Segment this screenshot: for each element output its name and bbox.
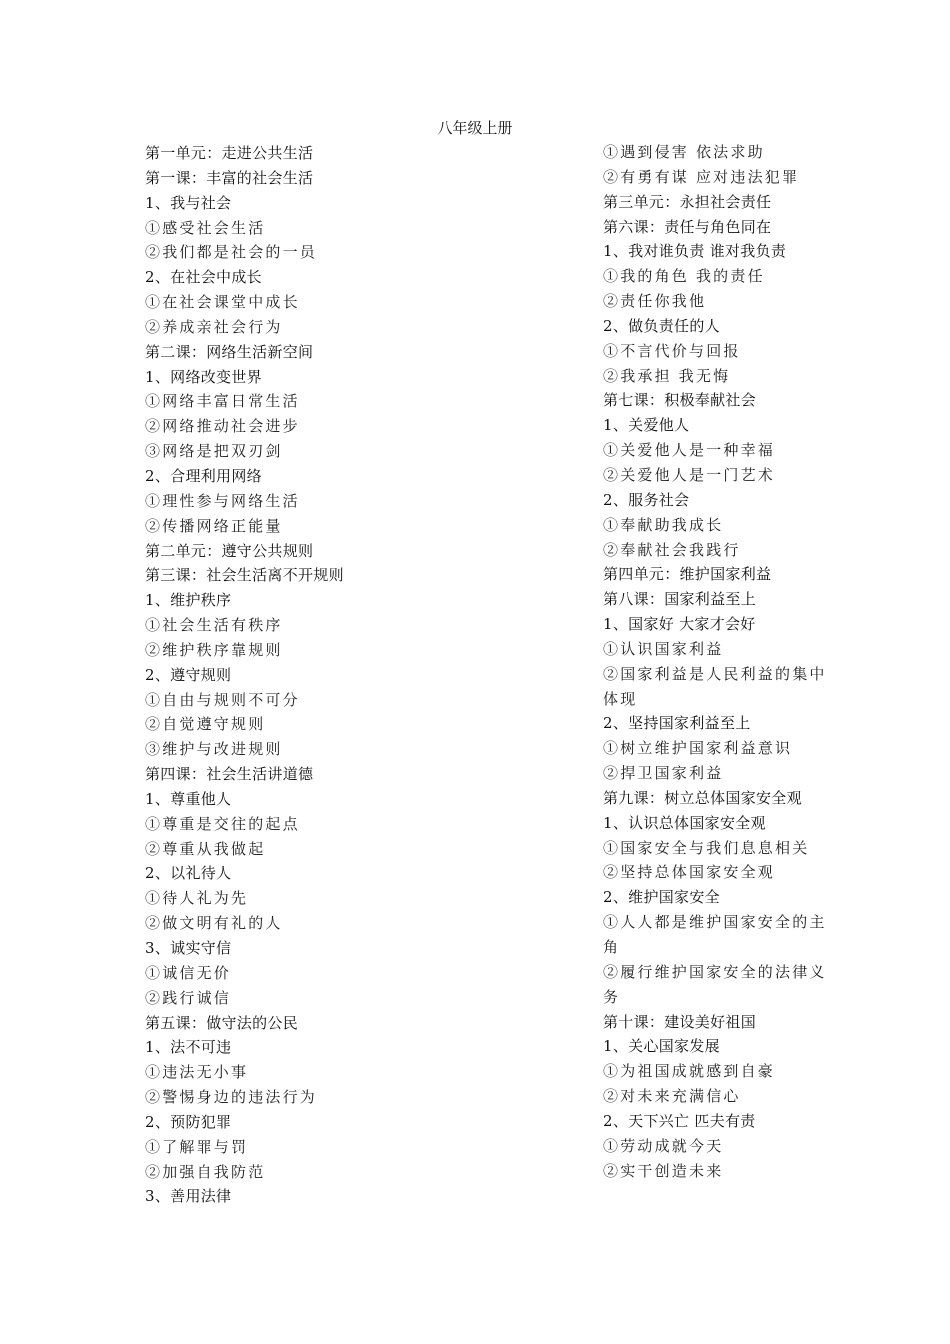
outline-subitem: ①国家安全与我们息息相关 — [603, 838, 810, 857]
outline-subitem: ②对未来充满信心 — [603, 1087, 741, 1106]
outline-subitem: ③网络是把双刃剑 — [145, 442, 283, 461]
outline-subitem: ②履行维护国家安全的法律义 — [603, 962, 827, 981]
outline-subitem: 务 — [603, 987, 621, 1006]
outline-subitem: ①感受社会生活 — [145, 218, 266, 237]
outline-heading: 1、关爱他人 — [603, 416, 690, 435]
outline-heading: 1、网络改变世界 — [145, 367, 262, 386]
outline-subitem: ①网络丰富日常生活 — [145, 392, 300, 411]
outline-heading: 第十课：建设美好祖国 — [603, 1012, 757, 1031]
outline-heading: 1、关心国家发展 — [603, 1037, 720, 1056]
outline-subitem: ①关爱他人是一种幸福 — [603, 441, 776, 460]
outline-heading: 2、以礼待人 — [145, 864, 232, 883]
outline-heading: 1、法不可违 — [145, 1038, 232, 1057]
outline-heading: 第五课：做守法的公民 — [145, 1013, 299, 1032]
outline-heading: 2、遵守规则 — [145, 665, 232, 684]
outline-heading: 1、我与社会 — [145, 193, 232, 212]
outline-subitem: ②传播网络正能量 — [145, 516, 283, 535]
outline-heading: 第一单元：走进公共生活 — [145, 144, 314, 162]
outline-heading: 第八课：国家利益至上 — [603, 590, 757, 609]
outline-heading: 第三课：社会生活离不开规则 — [145, 566, 344, 585]
outline-subitem: ②国家利益是人民利益的集中 — [603, 664, 827, 683]
outline-subitem: ②自觉遵守规则 — [145, 715, 266, 734]
outline-subitem: ①自由与规则不可分 — [145, 690, 300, 709]
outline-subitem: ②做文明有礼的人 — [145, 914, 283, 933]
outline-subitem: ①我的角色 我的责任 — [603, 267, 765, 286]
outline-subitem: ①社会生活有秩序 — [145, 616, 283, 635]
outline-heading: 3、善用法律 — [145, 1187, 232, 1206]
outline-heading: 第四单元：维护国家利益 — [603, 565, 772, 584]
outline-subitem: 体现 — [603, 689, 638, 708]
outline-subitem: ②责任你我他 — [603, 292, 707, 311]
outline-heading: 第九课：树立总体国家安全观 — [603, 788, 802, 807]
outline-subitem: ①为祖国成就感到自豪 — [603, 1062, 776, 1081]
outline-heading: 1、尊重他人 — [145, 789, 232, 808]
outline-heading: 1、我对谁负责 谁对我负责 — [603, 242, 787, 261]
outline-subitem: ②捍卫国家利益 — [603, 764, 724, 783]
outline-subitem: ①遇到侵害 依法求助 — [603, 143, 765, 161]
page-title: 八年级上册 — [437, 119, 513, 137]
outline-heading: 第三单元：永担社会责任 — [603, 192, 772, 211]
outline-subitem: ②警惕身边的违法行为 — [145, 1088, 318, 1107]
outline-subitem: ①违法无小事 — [145, 1063, 249, 1082]
left-column — [145, 141, 445, 1209]
outline-subitem: ①奉献助我成长 — [603, 515, 724, 534]
outline-subitem: ②我承担 我无悔 — [603, 366, 731, 385]
outline-subitem: ②关爱他人是一门艺术 — [603, 465, 776, 484]
outline-subitem: ①不言代价与回报 — [603, 341, 741, 360]
outline-heading: 第二单元：遵守公共规则 — [145, 541, 314, 560]
outline-heading: 2、做负责任的人 — [603, 316, 720, 335]
outline-subitem: ②维护秩序靠规则 — [145, 640, 283, 659]
outline-subitem: ①劳动成就今天 — [603, 1136, 724, 1155]
outline-subitem: ②网络推动社会进步 — [145, 417, 300, 436]
outline-subitem: ②有勇有谋 应对违法犯罪 — [603, 167, 800, 186]
outline-heading: 第七课：积极奉献社会 — [603, 391, 757, 410]
outline-subitem: ①树立维护国家利益意识 — [603, 739, 793, 758]
outline-heading: 2、坚持国家利益至上 — [603, 714, 751, 733]
right-column — [603, 140, 843, 1183]
outline-subitem: ①理性参与网络生活 — [145, 491, 300, 510]
outline-subitem: ①人人都是维护国家安全的主 — [603, 913, 827, 932]
outline-subitem: ①了解罪与罚 — [145, 1137, 249, 1156]
outline-heading: 1、国家好 大家才会好 — [603, 615, 756, 634]
outline-subitem: ②践行诚信 — [145, 988, 232, 1007]
outline-subitem: ①尊重是交往的起点 — [145, 814, 300, 833]
outline-subitem: 角 — [603, 938, 621, 956]
outline-heading: 第二课：网络生活新空间 — [145, 342, 314, 361]
outline-subitem: ②奉献社会我践行 — [603, 540, 741, 559]
outline-subitem: ①在社会课堂中成长 — [145, 293, 300, 312]
outline-heading: 第六课：责任与角色同在 — [603, 217, 772, 236]
outline-heading: 1、认识总体国家安全观 — [603, 813, 766, 832]
outline-subitem: ②加强自我防范 — [145, 1162, 266, 1181]
outline-subitem: ①认识国家利益 — [603, 639, 724, 658]
outline-subitem: ②实干创造未来 — [603, 1161, 724, 1180]
outline-heading: 1、维护秩序 — [145, 591, 232, 610]
outline-subitem: ③维护与改进规则 — [145, 740, 283, 759]
outline-subitem: ②尊重从我做起 — [145, 839, 266, 858]
outline-heading: 3、诚实守信 — [145, 939, 232, 957]
outline-subitem: ①待人礼为先 — [145, 889, 249, 908]
outline-subitem: ①诚信无价 — [145, 963, 232, 982]
outline-heading: 2、预防犯罪 — [145, 1112, 232, 1131]
outline-heading: 第四课：社会生活讲道德 — [145, 765, 314, 784]
outline-heading: 2、维护国家安全 — [603, 888, 720, 907]
outline-heading: 2、在社会中成长 — [145, 268, 262, 287]
outline-heading: 2、服务社会 — [603, 490, 690, 509]
outline-heading: 第一课：丰富的社会生活 — [145, 168, 314, 187]
outline-heading: 2、天下兴亡 匹夫有责 — [603, 1111, 756, 1130]
outline-subitem: ②养成亲社会行为 — [145, 317, 283, 336]
outline-heading: 2、合理利用网络 — [145, 466, 262, 485]
outline-subitem: ②坚持总体国家安全观 — [603, 863, 776, 882]
outline-subitem: ②我们都是社会的一员 — [145, 243, 318, 262]
